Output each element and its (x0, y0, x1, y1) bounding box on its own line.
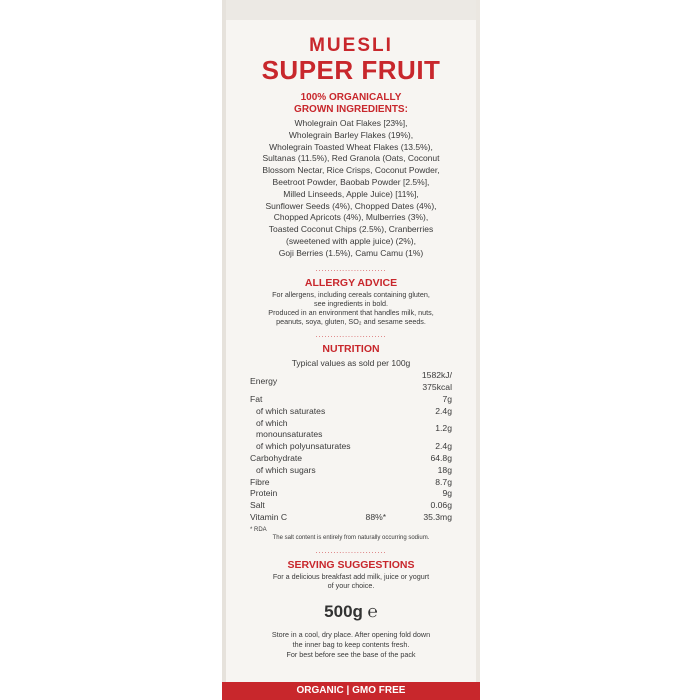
allergy-line: peanuts, soya, gluten, SO₂ and sesame seeds. (276, 316, 426, 326)
nutrition-row (250, 370, 452, 394)
nutrient-rda-percent (356, 453, 390, 465)
nutrient-value: 64.8g (430, 452, 452, 463)
nutrient-value: 2.4g (435, 441, 452, 452)
nutrition-row (250, 500, 452, 512)
ingredients-heading-line-1: 100% ORGANICALLY (300, 92, 402, 103)
nutrition-row (250, 488, 452, 500)
ingredient-line: Wholegrain Toasted Wheat Flakes (13.5%), (269, 141, 433, 152)
allergy-heading: ALLERGY ADVICE (304, 276, 398, 289)
nutrient-label: Vitamin C (250, 511, 288, 522)
storage-line: the inner bag to keep contents fresh. (292, 639, 410, 649)
nutrient-label: Protein (250, 488, 278, 499)
ingredient-line: Wholegrain Barley Flakes (19%), (288, 129, 414, 140)
nutrition-row (250, 394, 452, 406)
nutrient-label: of which saturates (256, 405, 326, 416)
nutrition-row (250, 477, 452, 489)
package-left-edge (222, 0, 226, 700)
serving-line: of your choice. (327, 580, 375, 590)
nutrition-row (250, 453, 452, 465)
nutrient-rda-percent (356, 441, 390, 453)
nutrient-rda-percent (356, 394, 390, 406)
allergy-line: Produced in an environment that handles milk, nuts, (268, 307, 434, 317)
nutrient-label: Fibre (250, 476, 270, 487)
ingredients-heading (250, 92, 452, 116)
ingredient-line: (sweetened with apple juice) (2%), (286, 235, 416, 246)
nutrient-label: Salt (250, 500, 265, 511)
ingredient-line: Toasted Coconut Chips (2.5%), Cranberries (268, 224, 434, 235)
nutrient-value: 18g (437, 464, 452, 475)
nutrient-label: Energy (250, 376, 278, 387)
nutrition-row (250, 512, 452, 524)
storage-line: Store in a cool, dry place. After opening fold down (271, 629, 431, 639)
nutrition-table (250, 370, 452, 523)
nutrition-row (250, 418, 452, 442)
nutrient-value: 1.2g (435, 423, 452, 434)
ingredients-list (250, 118, 452, 260)
nutrient-value: 35.3mg (423, 511, 452, 522)
ingredients-heading-line-2: GROWN INGREDIENTS: (294, 104, 408, 115)
ingredient-line: Sunflower Seeds (4%), Chopped Dates (4%), (265, 200, 437, 211)
product-title: SUPER FRUIT (261, 55, 441, 85)
nutrition-row (250, 406, 452, 418)
nutrient-value: 2.4g (435, 405, 452, 416)
nutrition-row (250, 441, 452, 453)
nutrient-label: Carbohydrate (250, 452, 303, 463)
nutrient-value: 7g (442, 393, 452, 404)
nutrient-rda-percent (356, 477, 390, 489)
serving-line: For a delicious breakfast add milk, juice or yogurt (272, 571, 430, 581)
dotted-divider: ........................ (315, 265, 387, 273)
ingredient-line: Beetroot Powder, Baobab Powder [2.5%], (272, 176, 430, 187)
nutrient-value: 0.06g (430, 500, 452, 511)
nutrient-rda-percent (356, 488, 390, 500)
ingredient-line: Wholegrain Oat Flakes [23%], (294, 118, 408, 128)
nutrient-value: 9g (442, 488, 452, 499)
nutrition-heading: NUTRITION (322, 342, 380, 355)
serving-heading: SERVING SUGGESTIONS (287, 558, 415, 571)
ingredient-line: Blossom Nectar, Rice Crisps, Coconut Powder, (262, 165, 440, 176)
brand-name: MUESLI (309, 35, 393, 56)
nutrient-rda-percent (356, 500, 390, 512)
ingredient-line: Goji Berries (1.5%), Camu Camu (1%) (278, 247, 424, 258)
dotted-divider: ........................ (315, 331, 387, 339)
salt-note: The salt content is entirely from naturally occurring sodium. (272, 534, 430, 541)
dotted-divider: ........................ (315, 547, 387, 555)
ingredient-line: Chopped Apricots (4%), Mulberries (3%), (273, 212, 429, 223)
storage-line: For best before see the base of the pack (286, 649, 416, 659)
label-content (250, 36, 452, 660)
nutrient-label: Fat (250, 393, 263, 404)
nutrient-rda-percent: 88%* (365, 511, 387, 522)
allergy-line: For allergens, including cereals containing gluten, (272, 289, 430, 299)
nutrient-rda-percent (356, 465, 390, 477)
nutrient-label: of which polyunsaturates (256, 441, 351, 452)
nutrient-label: of which monounsaturates (256, 417, 323, 440)
rda-note: * RDA (250, 526, 267, 533)
nutrient-value: 1582kJ/ 375kcal (421, 370, 452, 393)
storage-text (250, 630, 452, 660)
nutrient-value: 8.7g (435, 476, 452, 487)
nutrition-subheading: Typical values as sold per 100g (291, 357, 411, 368)
nutrient-rda-percent (356, 418, 390, 442)
nutrient-rda-percent (356, 406, 390, 418)
net-weight: 500g ℮ (324, 601, 378, 621)
serving-text (250, 572, 452, 590)
allergy-line: see ingredients in bold. (314, 298, 388, 308)
allergy-text (250, 290, 452, 326)
nutrient-rda-percent (356, 370, 390, 394)
ingredient-line: Sultanas (11.5%), Red Granola (Oats, Coconut (262, 153, 440, 164)
organic-gmo-free-label: ORGANIC | GMO FREE (296, 685, 406, 696)
nutrition-row (250, 465, 452, 477)
nutrient-label: of which sugars (256, 464, 316, 475)
package-top-edge (222, 0, 480, 20)
package-right-edge (476, 0, 480, 700)
ingredient-line: Milled Linseeds, Apple Juice) [11%], (283, 188, 419, 199)
